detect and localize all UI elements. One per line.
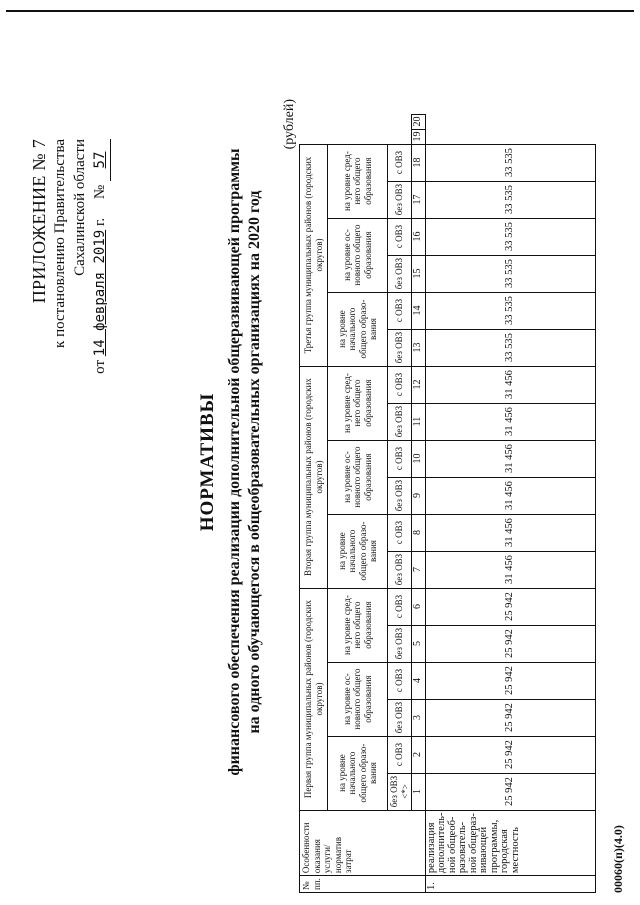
units-label: (рублей) [282,99,297,150]
document-code: 00060(п)(4.0) [611,825,625,893]
header-with-ovz: с ОВЗ [388,736,412,773]
header-without-ovz: без ОВЗ <*> [388,773,412,810]
header-level-primary: на уровне начального общего образо-вания [328,292,388,366]
column-index-cell: 14 [412,292,426,329]
column-index-cell: 17 [412,181,426,218]
column-index-cell: 15 [412,255,426,292]
norm-value-cell: 33 535 [425,218,595,255]
header-level-secondary: на уровне сред-него общего образования [328,588,388,662]
column-index-cell: 18 [412,144,426,181]
norm-value-cell: 25 942 [425,699,595,736]
column-index-cell: 19 [412,129,426,144]
norm-value-cell: 31 456 [425,440,595,477]
column-index-cell: 9 [412,477,426,514]
handwritten-date: 14 февраля 2019 [92,229,108,357]
header-features: Особенности оказания услуги/ норматив затрат [300,810,426,876]
norm-value-cell: 33 535 [425,255,595,292]
norm-value-cell: 31 456 [425,366,595,403]
header-group-2: Вторая группа муниципальных районов (городских округов) [300,366,328,588]
norm-value-cell: 25 942 [425,625,595,662]
header-with-ovz: с ОВЗ [388,366,412,403]
norm-value-cell: 25 942 [425,773,595,810]
column-index-cell: 6 [412,588,426,625]
header-group-3: Третья группа муниципальных районов (городских округов) [300,144,328,366]
column-index-cell: 13 [412,329,426,366]
norm-value-cell: 33 535 [425,292,595,329]
norms-table [299,114,596,893]
header-level-secondary: на уровне сред-него общего образования [328,144,388,218]
header-without-ovz: без ОВЗ [388,477,412,514]
column-index-cell: 16 [412,218,426,255]
norm-value-cell: 31 456 [425,403,595,440]
number-prefix: № [92,184,108,200]
header-without-ovz: без ОВЗ [388,403,412,440]
date-prefix: от [92,359,108,374]
norm-value-cell: 33 535 [425,144,595,181]
norm-value-cell: 33 535 [425,181,595,218]
header-level-primary: на уровне начального общего образо-вания [328,514,388,588]
appendix-header [29,23,111,901]
norm-value-cell: 33 535 [425,329,595,366]
document-subtitle-line-2: на одного обучающегося в общеобразовательных организациях на 2020 год [246,190,263,734]
column-index-cell: 10 [412,440,426,477]
header-without-ovz: без ОВЗ [388,699,412,736]
row-description: реализация дополнитель-ной общеоб-разователь-ной общераз-вивающей программы, городская местность [425,810,595,876]
header-level-basic: на уровне ос-новного общего образования [328,440,388,514]
handwritten-number: 57 [90,139,111,181]
column-index-cell: 3 [412,699,426,736]
header-without-ovz: без ОВЗ [388,551,412,588]
column-index-cell: 2 [412,736,426,773]
norm-value-cell: 25 942 [425,736,595,773]
header-number: № пп. [300,876,426,893]
norm-value-cell: 31 456 [425,551,595,588]
header-with-ovz: с ОВЗ [388,440,412,477]
document-title: НОРМАТИВЫ [197,392,218,532]
norm-value-cell: 31 456 [425,477,595,514]
column-index-cell: 7 [412,551,426,588]
appendix-decree-line: к постановлению Правительства [52,139,68,348]
header-with-ovz: с ОВЗ [388,218,412,255]
top-border-line [6,10,634,12]
header-level-primary: на уровне начального общего образо-вания [328,736,388,810]
appendix-region-line: Сахалинской области [72,139,88,276]
row-number: 1. [425,876,595,893]
column-index-cell: 4 [412,662,426,699]
header-group-1: Первая группа муниципальных районов (городских округов) [300,588,328,810]
header-with-ovz: с ОВЗ [388,662,412,699]
norm-value-cell: 25 942 [425,588,595,625]
document-subtitle-line-1: финансового обеспечения реализации дополнительной общеразвивающей программы [226,148,243,776]
header-with-ovz: с ОВЗ [388,292,412,329]
header-with-ovz: с ОВЗ [388,144,412,181]
header-with-ovz: с ОВЗ [388,588,412,625]
column-index-cell: 8 [412,514,426,551]
rotated-document-sheet [7,23,633,901]
date-suffix: г. [92,217,108,227]
column-index-cell: 12 [412,366,426,403]
header-level-basic: на уровне ос-новного общего образования [328,662,388,736]
appendix-date-line [90,139,111,901]
header-level-secondary: на уровне сред-него общего образования [328,366,388,440]
document-title-block [197,23,265,901]
header-with-ovz: с ОВЗ [388,514,412,551]
table-row [425,114,595,892]
header-without-ovz: без ОВЗ [388,181,412,218]
column-index-cell: 11 [412,403,426,440]
appendix-title: ПРИЛОЖЕНИЕ № 7 [29,139,49,304]
header-without-ovz: без ОВЗ [388,329,412,366]
column-index-cell: 20 [412,114,426,129]
column-index-row [412,114,426,892]
column-index-cell: 5 [412,625,426,662]
norm-value-cell: 31 456 [425,514,595,551]
header-level-basic: на уровне ос-новного общего образования [328,218,388,292]
norm-value-cell: 25 942 [425,662,595,699]
header-without-ovz: без ОВЗ [388,625,412,662]
header-without-ovz: без ОВЗ [388,255,412,292]
column-index-cell: 1 [412,773,426,810]
